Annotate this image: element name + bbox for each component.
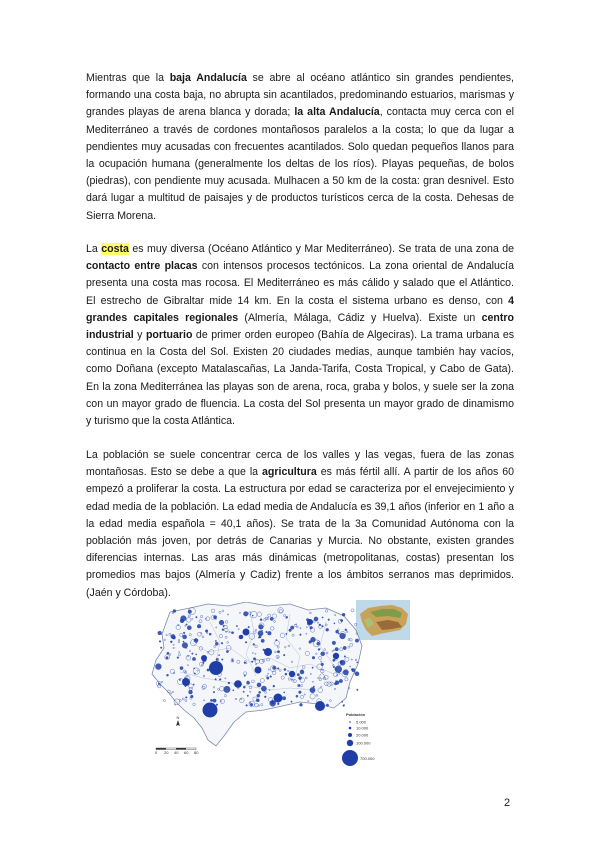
svg-text:60: 60: [184, 750, 189, 755]
legend-value-1: 5.000: [356, 719, 367, 725]
region-outline: [152, 602, 362, 746]
north-arrow: [176, 715, 180, 726]
svg-text:20: 20: [164, 750, 169, 755]
legend-title: Población: [346, 712, 366, 717]
legend-value-4: 100.000: [356, 740, 371, 746]
legend-value-3: 20.000: [356, 732, 369, 738]
paragraph-population: La población se suele concentrar cerca de los valles y las vegas, fuera de las zonas montañosas. Esto se debe a que la agricultura es más fértil allí. A partir de los años 60 empezó a proliferar la costa. La estructura por edad se caracteriza por el envejecimiento y edad media de la población. La edad media de Andalucía es 39,1 años (inferior en 1 año a la edad media española = 40,1 años). Se trata de la 3a Comunidad Autónoma con la población más joven, por detrás de Canarias y Murcia. No obstante, existen grandes diferencias internas. Las aras más dinámicas (metropolitanas, costas) presentan los promedios mas bajos (Almería y Cadiz) frente a los ámbitos serranos mas deprimidos. (Jaén y Córdoba).: [86, 449, 514, 599]
svg-text:N: N: [176, 715, 180, 720]
paragraph-relief: Mientras que la baja Andalucía se abre al océano atlántico sin grandes pendientes, formando una costa baja, no abrupta sin acantilados, predominando estuarios, marismas y grandes playas de arena blanca y dorada; la alta Andalucía, contacta muy cerca con el Mediterráneo a través de cordones montañosos paralelos a la costa; lo que da lugar a pendientes muy acusadas con frecuentes acantilados. Solo quedan pequeños llanos para la ocupación humana (generalmente los deltas de los ríos). Playas pequeñas, de bolos (piedras), con pendiente muy acusada. Mulhacen a 50 km de la costa: gran desnivel. Esto dará lugar a multitud de paisajes y de productos turísticos cerca de la costa. Dehesas de Sierra Morena.: [86, 72, 515, 222]
paragraph-coast: La costa es muy diversa (Océano Atlántico y Mar Mediterráneo). Se trata de una zona de contacto entre placas con intensos procesos tectónicos. La zona oriental de Andalucía presenta una costa mas rocosa. El Mediterráneo es más cálido y salado que el Atlántico. El estrecho de Gibraltar mide 14 km. En la costa el sistema urbano es denso, con 4 grandes capitales regionales (Almería, Málaga, Cádiz y Huelva). Existe un centro industrial y portuario de primer orden europeo (Bahía de Algeciras). La trama urbana es continua en la Costa del Sol. Existen 20 ciudades medias, aunque también hay vacíos, como Doñana (excepto Matalascañas, La Janda-Tarifa, Costa Tropical, y Cabo de Gata). En la zona Mediterránea las playas son de arena, roca, graba y bolos, y suele ser la zona con un mayor grado de fluencia. La costa del Sol presenta un mayor grado de dinamismo y turismo que la costa Atlántica.: [86, 243, 515, 428]
svg-text:40: 40: [174, 750, 179, 755]
population-map: [150, 602, 386, 770]
scale-bar: [155, 748, 199, 755]
legend-value-2: 10.000: [356, 725, 369, 731]
map-legend: [342, 712, 375, 766]
svg-text:0: 0: [155, 750, 158, 755]
legend-value-5: 700.000: [360, 756, 375, 761]
svg-text:80: 80: [194, 750, 199, 755]
page-number: 2: [504, 797, 511, 809]
highlighted-term: costa: [101, 243, 129, 255]
